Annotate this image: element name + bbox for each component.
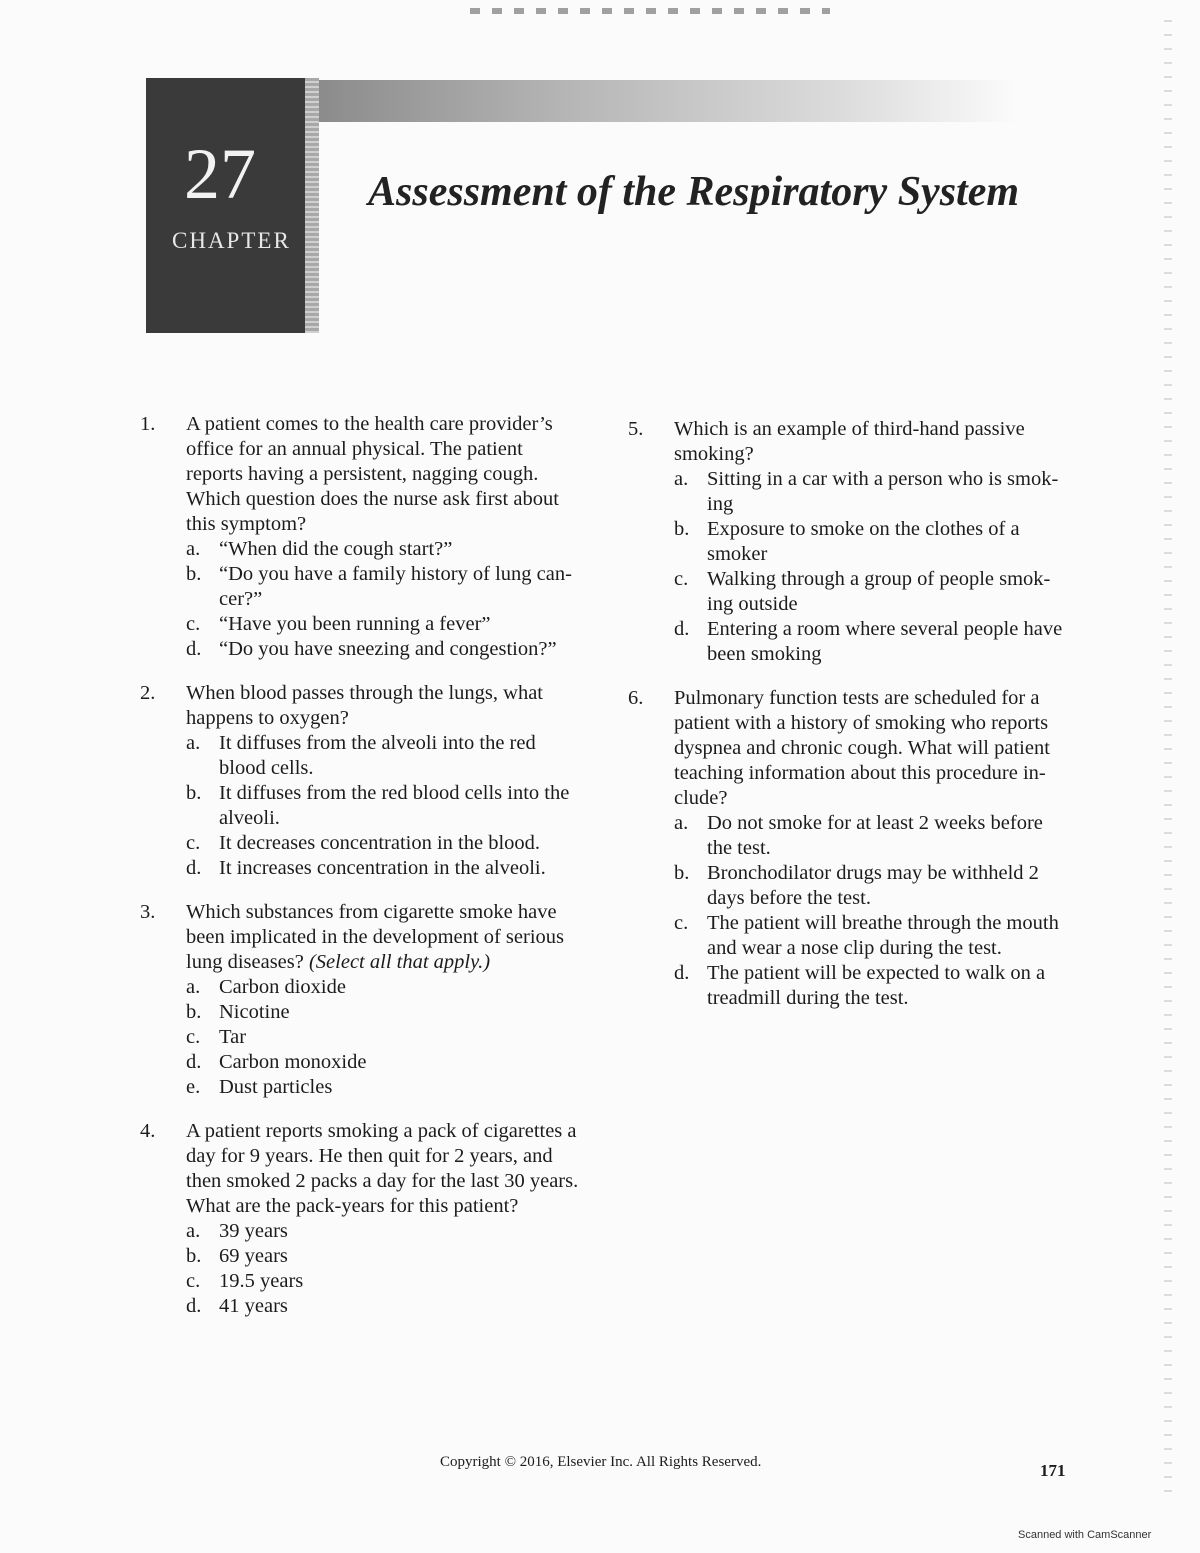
question-item bbox=[140, 412, 580, 662]
question-text bbox=[674, 417, 1068, 467]
question-stem bbox=[628, 686, 1068, 811]
option-text: “When did the cough start?” bbox=[219, 538, 453, 560]
chapter-number: 27 bbox=[184, 134, 256, 214]
option-letter: a. bbox=[186, 976, 201, 998]
answer-option bbox=[674, 467, 1068, 517]
question-text-body: A patient comes to the health care provider’s office for an annual physical. The patient reports having a persistent, nagging cough. Which question does the nurse ask first about this symptom? bbox=[186, 413, 559, 535]
option-letter: c. bbox=[674, 912, 689, 934]
answer-option bbox=[186, 831, 580, 856]
option-text: Walking through a group of people smok-ing outside bbox=[707, 568, 1051, 615]
option-text: It increases concentration in the alveoli. bbox=[219, 857, 546, 879]
option-letter: d. bbox=[186, 857, 202, 879]
scan-artifact-right-edge bbox=[1164, 20, 1172, 1500]
question-item bbox=[140, 900, 580, 1100]
option-letter: d. bbox=[186, 1295, 202, 1317]
chapter-title: Assessment of the Respiratory System bbox=[368, 169, 1020, 215]
question-stem bbox=[140, 900, 580, 975]
answer-option bbox=[186, 1050, 580, 1075]
option-text: Nicotine bbox=[219, 1001, 290, 1023]
answer-option bbox=[186, 537, 580, 562]
question-stem bbox=[628, 417, 1068, 467]
option-letter: c. bbox=[674, 568, 689, 590]
question-stem bbox=[140, 681, 580, 731]
question-item bbox=[140, 681, 580, 881]
option-text: The patient will be expected to walk on a treadmill during the test. bbox=[707, 962, 1046, 1009]
answer-option bbox=[186, 562, 580, 612]
option-text: It diffuses from the red blood cells into the alveoli. bbox=[219, 782, 570, 829]
chapter-box bbox=[146, 78, 318, 333]
question-number: 6. bbox=[628, 687, 644, 709]
answer-option bbox=[186, 1025, 580, 1050]
chapter-label: CHAPTER bbox=[172, 228, 291, 253]
answer-option bbox=[674, 861, 1068, 911]
answer-option bbox=[186, 856, 580, 881]
option-text: 39 years bbox=[219, 1220, 288, 1242]
answer-option bbox=[186, 975, 580, 1000]
option-letter: e. bbox=[186, 1076, 201, 1098]
questions-right-column bbox=[628, 417, 1068, 1030]
question-text bbox=[186, 412, 580, 537]
answer-option bbox=[674, 911, 1068, 961]
question-text bbox=[186, 681, 580, 731]
question-text-body: Pulmonary function tests are scheduled for a patient with a history of smoking who reports dyspnea and chronic cough. What will patient teaching information about this procedure in-clude? bbox=[674, 687, 1050, 809]
option-text: “Do you have a family history of lung can-cer?” bbox=[219, 563, 572, 610]
answer-option bbox=[186, 1219, 580, 1244]
option-text: 19.5 years bbox=[219, 1270, 304, 1292]
question-text-body: Which is an example of third-hand passive smoking? bbox=[674, 418, 1025, 465]
option-text: Tar bbox=[219, 1026, 247, 1048]
option-letter: b. bbox=[186, 1245, 202, 1267]
option-text: Entering a room where several people have been smoking bbox=[707, 618, 1063, 665]
option-text: The patient will breathe through the mouth and wear a nose clip during the test. bbox=[707, 912, 1059, 959]
question-number: 2. bbox=[140, 682, 156, 704]
question-text bbox=[186, 1119, 580, 1219]
option-letter: d. bbox=[186, 1051, 202, 1073]
option-letter: a. bbox=[674, 812, 689, 834]
question-item bbox=[628, 686, 1068, 1011]
option-text: “Do you have sneezing and congestion?” bbox=[219, 638, 557, 660]
option-letter: d. bbox=[186, 638, 202, 660]
answer-option bbox=[186, 731, 580, 781]
option-text: 41 years bbox=[219, 1295, 288, 1317]
option-text: “Have you been running a fever” bbox=[219, 613, 491, 635]
question-text-body: Which substances from cigarette smoke have been implicated in the development of serious lung diseases? bbox=[186, 901, 564, 973]
answer-option bbox=[674, 517, 1068, 567]
option-letter: c. bbox=[186, 832, 201, 854]
question-instruction: (Select all that apply.) bbox=[308, 951, 491, 973]
answer-option bbox=[674, 961, 1068, 1011]
question-number: 5. bbox=[628, 418, 644, 440]
option-text: Carbon dioxide bbox=[219, 976, 346, 998]
answer-option bbox=[186, 1000, 580, 1025]
option-letter: a. bbox=[186, 538, 201, 560]
question-text-body: When blood passes through the lungs, what happens to oxygen? bbox=[186, 682, 543, 729]
option-text: Sitting in a car with a person who is smok-ing bbox=[707, 468, 1059, 515]
option-letter: c. bbox=[186, 1270, 201, 1292]
answer-options bbox=[186, 975, 580, 1100]
copyright-footer: Copyright © 2016, Elsevier Inc. All Rights Reserved. bbox=[440, 1454, 762, 1470]
option-text: 69 years bbox=[219, 1245, 288, 1267]
answer-option bbox=[186, 1294, 580, 1319]
answer-option bbox=[186, 1269, 580, 1294]
option-text: Do not smoke for at least 2 weeks before the test. bbox=[707, 812, 1043, 859]
question-number: 3. bbox=[140, 901, 156, 923]
question-text-body: A patient reports smoking a pack of cigarettes a day for 9 years. He then quit for 2 years, and then smoked 2 packs a day for the last 30 years. What are the pack-years for this patient? bbox=[186, 1120, 579, 1217]
question-text bbox=[186, 900, 580, 975]
option-letter: a. bbox=[674, 468, 689, 490]
option-text: Carbon monoxide bbox=[219, 1051, 367, 1073]
page-number: 171 bbox=[1040, 1461, 1066, 1480]
answer-option bbox=[186, 1244, 580, 1269]
answer-options bbox=[674, 811, 1068, 1011]
answer-option bbox=[674, 567, 1068, 617]
option-letter: d. bbox=[674, 962, 690, 984]
header-gradient-bar bbox=[318, 80, 1018, 122]
answer-options bbox=[186, 537, 580, 662]
option-text: Exposure to smoke on the clothes of a smoker bbox=[707, 518, 1020, 565]
option-text: It decreases concentration in the blood. bbox=[219, 832, 541, 854]
question-item bbox=[628, 417, 1068, 667]
option-text: Dust particles bbox=[219, 1076, 333, 1098]
option-letter: b. bbox=[674, 862, 690, 884]
answer-option bbox=[186, 612, 580, 637]
question-stem bbox=[140, 1119, 580, 1219]
question-number: 4. bbox=[140, 1120, 156, 1142]
option-letter: d. bbox=[674, 618, 690, 640]
option-letter: b. bbox=[186, 563, 202, 585]
chapter-box-strip bbox=[305, 78, 319, 333]
scan-artifact-top bbox=[470, 8, 830, 14]
option-letter: a. bbox=[186, 1220, 201, 1242]
answer-option bbox=[674, 811, 1068, 861]
option-letter: c. bbox=[186, 1026, 201, 1048]
question-text bbox=[674, 686, 1068, 811]
answer-option bbox=[186, 1075, 580, 1100]
question-stem bbox=[140, 412, 580, 537]
answer-options bbox=[186, 731, 580, 881]
scanner-watermark: Scanned with CamScanner bbox=[1018, 1529, 1152, 1541]
option-letter: b. bbox=[186, 782, 202, 804]
option-letter: a. bbox=[186, 732, 201, 754]
option-text: It diffuses from the alveoli into the red blood cells. bbox=[219, 732, 536, 779]
answer-option bbox=[674, 617, 1068, 667]
option-letter: b. bbox=[186, 1001, 202, 1023]
option-text: Bronchodilator drugs may be withheld 2 days before the test. bbox=[707, 862, 1039, 909]
answer-option bbox=[186, 637, 580, 662]
questions-left-column bbox=[140, 412, 580, 1338]
option-letter: b. bbox=[674, 518, 690, 540]
option-letter: c. bbox=[186, 613, 201, 635]
answer-option bbox=[186, 781, 580, 831]
question-number: 1. bbox=[140, 413, 156, 435]
question-item bbox=[140, 1119, 580, 1319]
answer-options bbox=[674, 467, 1068, 667]
answer-options bbox=[186, 1219, 580, 1319]
